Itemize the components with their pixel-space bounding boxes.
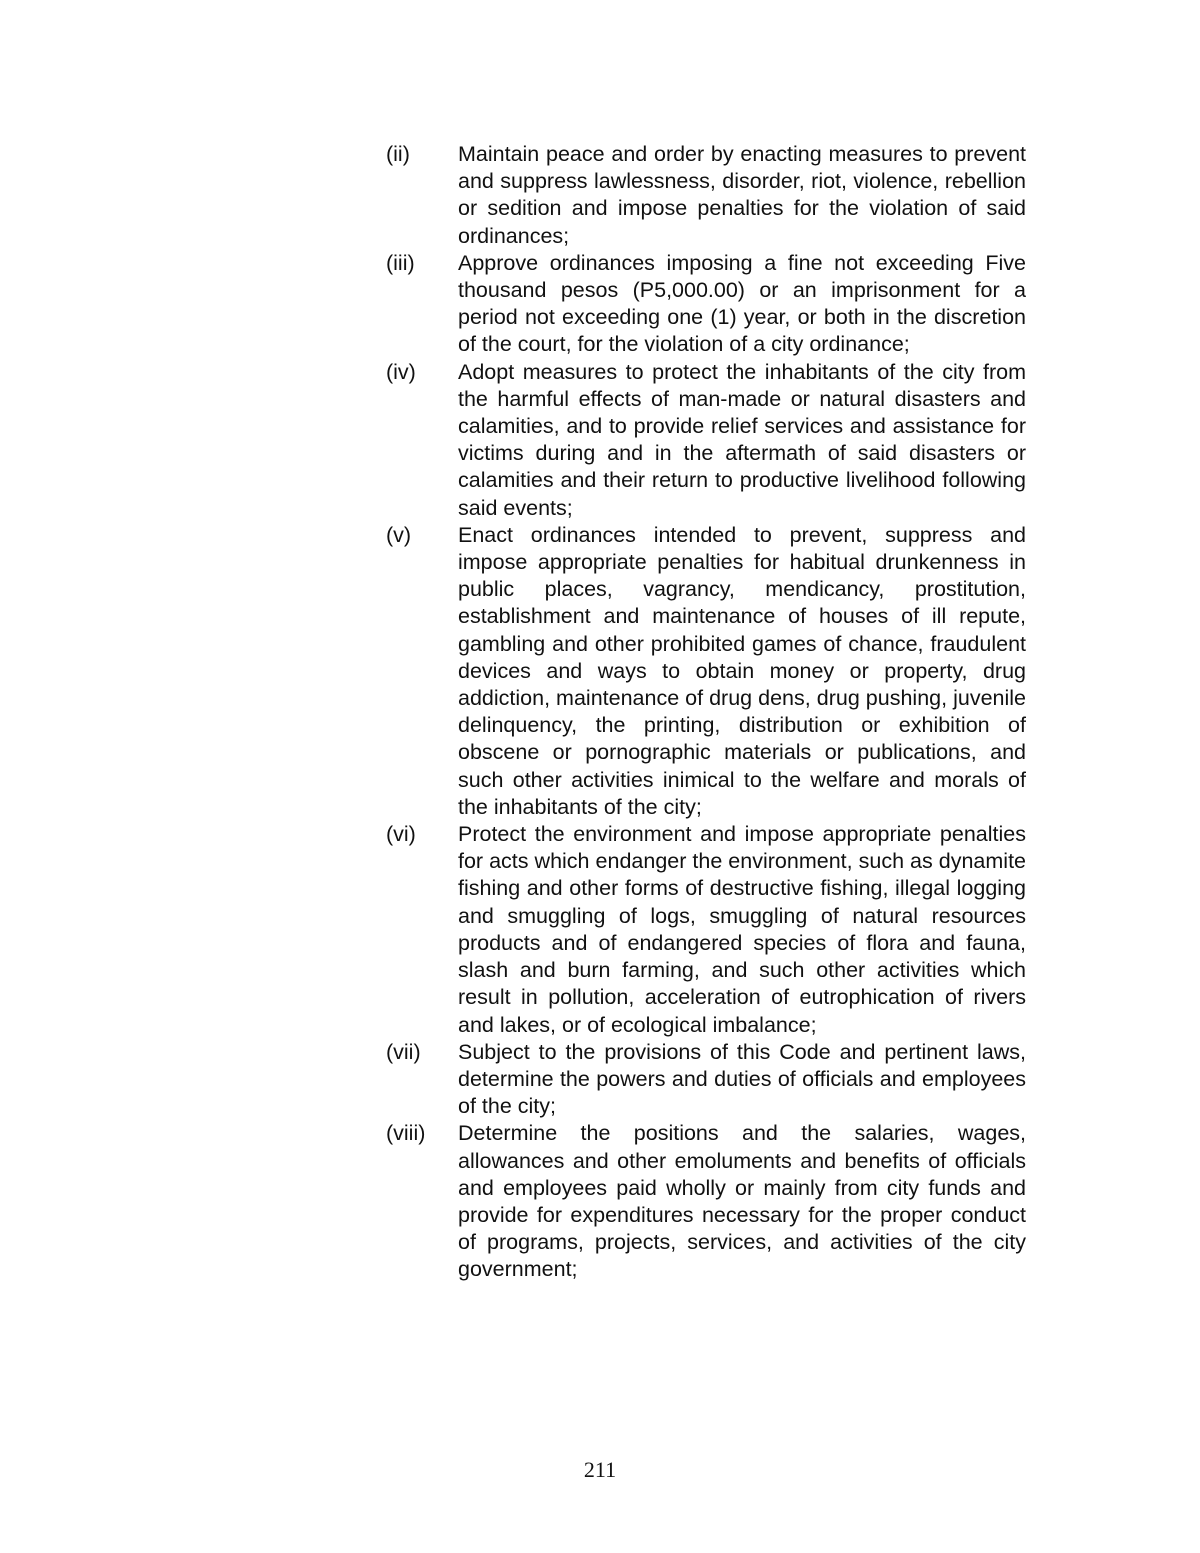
item-text: Subject to the provisions of this Code and pertinent laws, determine the powers and duties of officials and employees of the city; [458, 1039, 1026, 1119]
item-text: Approve ordinances imposing a fine not exceeding Five thousand pesos (P5,000.00) or an imprisonment for a period not exceeding one (1) year, or both in the discretion of the court, for the violation of a city ordinance; [458, 250, 1026, 357]
item-text: Enact ordinances intended to prevent, suppress and impose appropriate penalties for habitual drunkenness in public places, vagrancy, mendicancy, prostitution, establishment and maintenance of houses of ill repute, gambling and other prohibited games of chance, fraudulent devices and ways to obtain money or property, drug addiction, maintenance of drug dens, drug pushing, juvenile delinquency, the printing, distribution or exhibition of obscene or pornographic materials or publications, and such other activities inimical to the welfare and morals of the inhabitants of the city; [458, 522, 1026, 819]
list-item [386, 141, 1026, 250]
item-number: (v) [386, 522, 412, 547]
item-text: Protect the environment and impose appropriate penalties for acts which endanger the environment, such as dynamite fishing and other forms of destructive fishing, illegal logging and smuggling of logs, smuggling of natural resources products and of endangered species of flora and fauna, slash and burn farming, and such other activities which result in pollution, acceleration of eutrophication of rivers and lakes, or of ecological imbalance; [458, 822, 1026, 1037]
list-item [386, 1120, 1026, 1283]
item-text: Determine the positions and the salaries, wages, allowances and other emoluments and benefits of officials and employees paid wholly or mainly from city funds and provide for expenditures necessary for the proper conduct of programs, projects, services, and activities of the city government; [458, 1121, 1026, 1282]
ordinance-item-list [386, 141, 1026, 1284]
item-text: Maintain peace and order by enacting measures to prevent and suppress lawlessness, disorder, riot, violence, rebellion or sedition and impose penalties for the violation of said ordinances; [458, 142, 1026, 248]
list-item [386, 821, 1026, 1039]
list-item [386, 250, 1026, 359]
list-item [386, 522, 1026, 821]
item-number: (ii) [386, 142, 410, 166]
item-number: (vi) [386, 822, 416, 847]
page-number: 211 [583, 1457, 617, 1482]
item-number: (vii) [386, 1039, 421, 1064]
item-number: (viii) [386, 1121, 426, 1146]
item-number: (iii) [386, 250, 415, 275]
item-text: Adopt measures to protect the inhabitants of the city from the harmful effects of man-made or natural disasters and calamities, and to provide relief services and assistance for victims during and in the aftermath of said disasters or calamities and their return to productive livelihood following said events; [458, 359, 1026, 520]
list-item [386, 1039, 1026, 1121]
list-item [386, 359, 1026, 522]
item-number: (iv) [386, 359, 416, 384]
